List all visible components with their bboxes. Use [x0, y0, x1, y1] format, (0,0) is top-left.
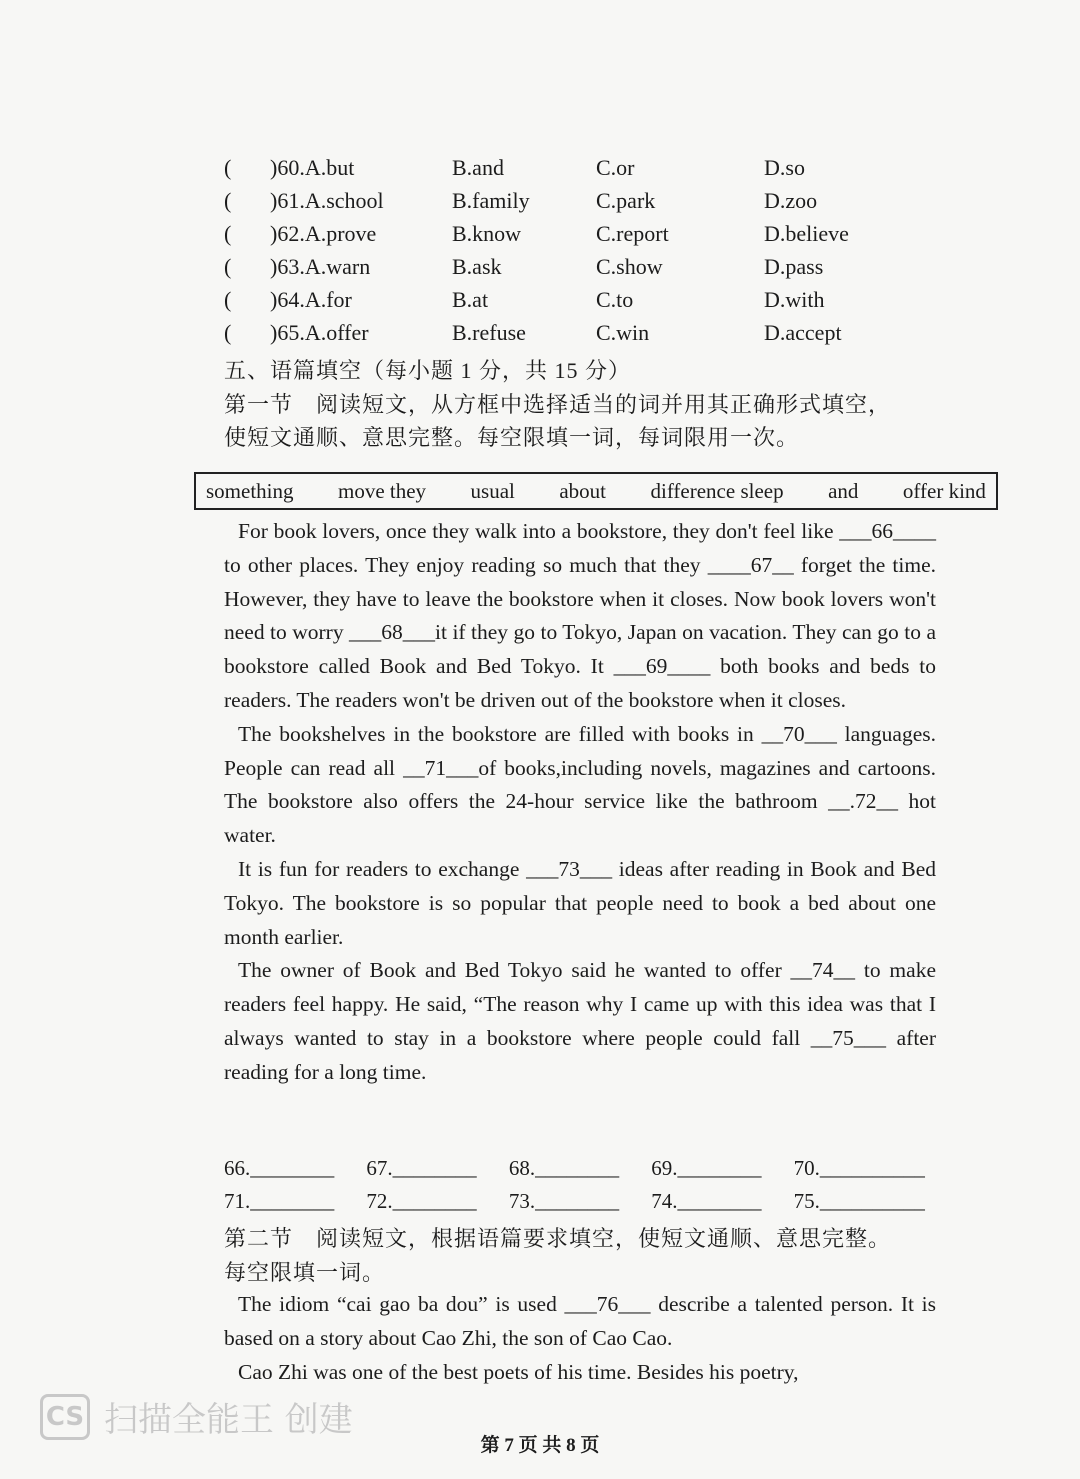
- question-row: [224, 155, 924, 188]
- passage-paragraph: It is fun for readers to exchange ___73___ ideas after reading in Book and Bed Tokyo. The bookstore is so popular that people need to book a bed about one month earlier.: [224, 856, 936, 949]
- question-row: [224, 221, 924, 254]
- word-box-item: usual: [470, 478, 515, 503]
- passage-paragraph: The bookshelves in the bookstore are filled with books in __70___ languages. People can read all __71___of books,including novels, magazines and cartoons. The bookstore also offers the 24-hour service like the bathroom __.72__ hot water.: [224, 721, 936, 848]
- answer-blank: 67.________: [366, 1156, 477, 1180]
- option-a: )61.A.school: [270, 188, 384, 213]
- passage-paragraph: Cao Zhi was one of the best poets of his time. Besides his poetry,: [238, 1359, 799, 1384]
- option-d: D.so: [764, 155, 805, 180]
- passage-two: [224, 1288, 936, 1389]
- option-b: B.refuse: [452, 320, 526, 345]
- word-box-item: difference sleep: [650, 478, 784, 503]
- answer-blank: 66.________: [224, 1156, 335, 1180]
- question-row: [224, 287, 924, 320]
- answer-blank: 74.________: [651, 1189, 762, 1213]
- question-row: [224, 254, 924, 287]
- answer-blank: 70.__________: [793, 1156, 925, 1180]
- multiple-choice-list: [224, 155, 924, 353]
- option-b: B.family: [452, 188, 530, 213]
- answer-bracket: (: [224, 320, 232, 345]
- question-row: [224, 320, 924, 353]
- answer-blank: 69.________: [651, 1156, 762, 1180]
- option-a: )62.A.prove: [270, 221, 377, 246]
- option-b: B.ask: [452, 254, 502, 279]
- option-c: C.report: [596, 221, 669, 246]
- answer-row: [224, 1189, 936, 1222]
- passage-paragraph: For book lovers, once they walk into a bookstore, they don't feel like ___66____ to other places. They enjoy reading so much that they ____67__ forget the time. However, they have to leave the bookstore when it closes. Now book lovers won't need to worry ___68___it if they go to Tokyo, Japan on vacation. They can go to a bookstore called Book and Bed Tokyo. It ___69____ both books and beds to readers. The readers won't be driven out of the bookstore when it closes.: [224, 519, 936, 712]
- option-d: D.zoo: [764, 188, 818, 213]
- option-d: D.accept: [764, 320, 842, 345]
- option-b: B.at: [452, 287, 489, 312]
- part-two-instruction-line-1: 第二节 阅读短文，根据语篇要求填空，使短文通顺、意思完整。: [224, 1226, 892, 1251]
- answer-blank: 68.________: [508, 1156, 620, 1180]
- option-d: D.believe: [764, 221, 849, 246]
- section-instruction-line-1: 第一节 阅读短文，从方框中选择适当的词并用其正确形式填空，: [224, 392, 892, 417]
- answer-bracket: (: [224, 221, 232, 246]
- option-a: )63.A.warn: [270, 254, 371, 279]
- page-footer: 第 7 页 共 8 页: [480, 1435, 600, 1456]
- watermark-text: 扫描全能王 创建: [104, 1400, 353, 1440]
- option-a: )60.A.but: [270, 155, 355, 180]
- option-c: C.win: [596, 320, 650, 345]
- answer-bracket: (: [224, 254, 232, 279]
- word-box-item: and: [828, 478, 859, 503]
- word-box: [194, 472, 998, 510]
- option-b: B.and: [452, 155, 504, 180]
- section-instruction-line-2: 使短文通顺、意思完整。每空限填一词，每词限用一次。: [224, 425, 800, 450]
- answer-bracket: (: [224, 188, 232, 213]
- word-box-item: move they: [337, 478, 427, 503]
- answer-bracket: (: [224, 155, 232, 180]
- part-two-instruction-line-2: 每空限填一词。: [224, 1260, 386, 1285]
- question-row: [224, 188, 924, 221]
- answer-bracket: (: [224, 287, 232, 312]
- section-title: 五、语篇填空（每小题 1 分，共 15 分）: [224, 358, 632, 383]
- answer-blank: 71.________: [224, 1189, 335, 1213]
- answer-row: [224, 1156, 936, 1189]
- word-box-item: about: [559, 478, 606, 503]
- option-c: C.to: [596, 287, 634, 312]
- word-box-item: something: [206, 478, 294, 503]
- answer-blank: 73.________: [508, 1189, 620, 1213]
- option-a: )65.A.offer: [270, 320, 369, 345]
- option-d: D.pass: [764, 254, 824, 279]
- option-a: )64.A.for: [270, 287, 352, 312]
- passage-one: [224, 515, 936, 1090]
- answer-blank: 72.________: [366, 1189, 477, 1213]
- option-c: C.or: [596, 155, 635, 180]
- option-c: C.show: [596, 254, 663, 279]
- option-d: D.with: [764, 287, 825, 312]
- option-c: C.park: [596, 188, 656, 213]
- passage-paragraph: The owner of Book and Bed Tokyo said he wanted to offer __74__ to make readers feel happy. He said, “The reason why I came up with this idea was that I always wanted to stay in a bookstore where people could fall __75___ after reading for a long time.: [224, 958, 936, 1084]
- word-box-item: offer kind: [902, 478, 986, 503]
- answer-blanks: [224, 1156, 936, 1222]
- answer-blank: 75.__________: [793, 1189, 925, 1213]
- camscanner-icon: CS: [40, 1394, 90, 1440]
- option-b: B.know: [452, 221, 522, 246]
- passage-paragraph: The idiom “cai gao ba dou” is used ___76___ describe a talented person. It is based on a story about Cao Zhi, the son of Cao Cao.: [224, 1292, 936, 1350]
